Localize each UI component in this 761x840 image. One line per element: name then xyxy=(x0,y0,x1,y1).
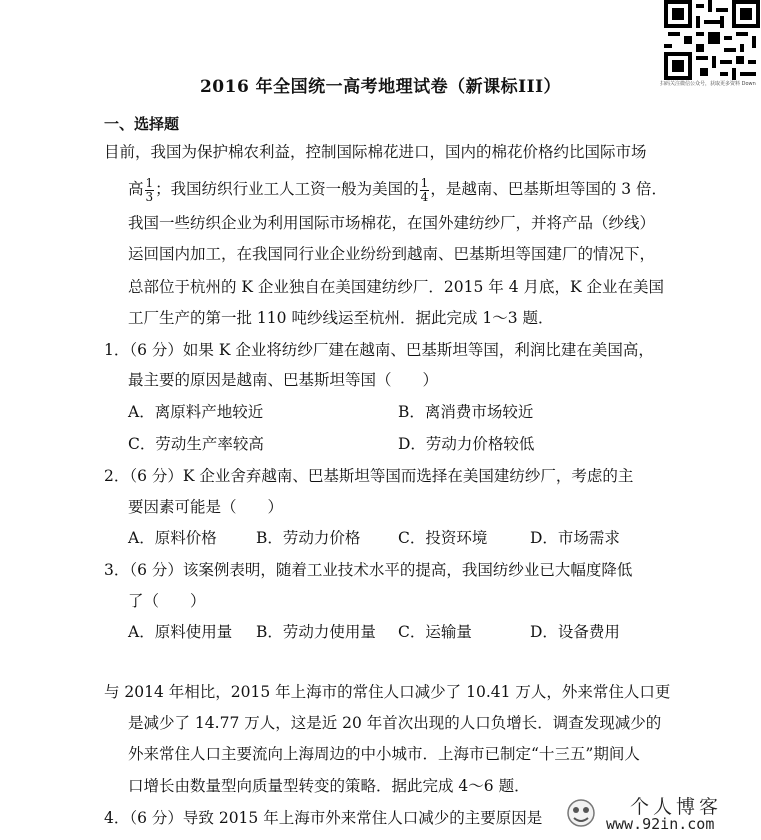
question-4-stem-line1: 4．（6 分）导致 2015 年上海市外来常住人口减少的主要原因是 xyxy=(104,809,543,827)
fraction-one-quarter-den: 4 xyxy=(420,189,429,204)
fraction-one-third-num: 1 xyxy=(145,175,154,190)
passage2-line3: 外来常住人口主要流向上海周边的中小城市．上海市已制定“十三五”期间人 xyxy=(128,745,640,763)
site-watermark xyxy=(560,790,760,840)
passage1-line5: 总部位于杭州的 K 企业独自在美国建纺纱厂．2015 年 4 月底，K 企业在美国 xyxy=(128,278,665,296)
question-2-stem-line1: 2．（6 分）K 企业舍弃越南、巴基斯坦等国而选择在美国建纺纱厂，考虑的主 xyxy=(104,467,634,485)
watermark-name: 个人博客 xyxy=(630,796,723,818)
question-1-option-c: C．劳动生产率较高 xyxy=(128,435,264,453)
passage1-line2-pre: 高 xyxy=(128,180,144,198)
qr-caption: 扫码关注微信公众号，获取更多资料 Down xyxy=(660,81,756,87)
question-2-option-c: C．投资环境 xyxy=(398,529,488,547)
passage2-line4: 口增长由数量型向质量型转变的策略．据此完成 4～6 题． xyxy=(128,777,530,795)
question-3-option-d: D．设备费用 xyxy=(530,623,620,641)
passage1-line4: 运回国内加工，在我国同行业企业纷纷到越南、巴基斯坦等国建厂的情况下， xyxy=(128,245,656,263)
question-3-option-c: C．运输量 xyxy=(398,623,472,641)
question-3-option-a: A．原料使用量 xyxy=(128,623,233,641)
page-title: 2016 年全国统一高考地理试卷（新课标III） xyxy=(199,77,562,97)
blog-logo-icon xyxy=(566,798,596,828)
qr-code-icon xyxy=(664,0,760,80)
question-1-option-a: A．离原料产地较近 xyxy=(128,403,264,421)
question-2-option-a: A．原料价格 xyxy=(128,529,217,547)
question-1-stem-line2: 最主要的原因是越南、巴基斯坦等国（ ） xyxy=(128,371,439,389)
passage2-line1: 与 2014 年相比，2015 年上海市的常住人口减少了 10.41 万人，外来常住人口更 xyxy=(104,683,671,701)
question-2-stem-line2: 要因素可能是（ ） xyxy=(128,498,284,516)
question-1-option-d: D．劳动力价格较低 xyxy=(398,435,535,453)
passage2-line2: 是减少了 14.77 万人，这是近 20 年首次出现的人口负增长．调查发现减少的 xyxy=(128,714,662,732)
passage1-line6: 工厂生产的第一批 110 吨纱线运至杭州．据此完成 1～3 题． xyxy=(128,309,554,327)
question-1-option-b: B．离消费市场较近 xyxy=(398,403,534,421)
fraction-one-third xyxy=(145,177,155,204)
question-2-option-d: D．市场需求 xyxy=(530,529,620,547)
watermark-url: www.92in.com xyxy=(606,815,715,833)
question-3-stem-line1: 3．（6 分）该案例表明，随着工业技术水平的提高，我国纺纱业已大幅度降低 xyxy=(104,561,633,579)
passage1-line2-post: ，是越南、巴基斯坦等国的 3 倍． xyxy=(430,180,668,198)
passage1-line3: 我国一些纺织企业为利用国际市场棉花，在国外建纺纱厂，并将产品（纱线） xyxy=(128,214,656,232)
fraction-one-third-den: 3 xyxy=(145,189,154,204)
passage1-line2-mid: ；我国纺织行业工人工资一般为美国的 xyxy=(155,180,419,198)
fraction-one-quarter-num: 1 xyxy=(420,175,429,190)
passage1-line1: 目前，我国为保护棉农利益，控制国际棉花进口，国内的棉花价格约比国际市场 xyxy=(104,143,647,161)
question-3-option-b: B．劳动力使用量 xyxy=(256,623,376,641)
passage1-line2 xyxy=(128,174,667,204)
section-heading: 一、选择题 xyxy=(104,115,180,133)
question-3-stem-line2: 了（ ） xyxy=(128,592,206,610)
fraction-one-quarter xyxy=(420,177,430,204)
question-2-option-b: B．劳动力价格 xyxy=(256,529,361,547)
question-1-stem-line1: 1．（6 分）如果 K 企业将纺纱厂建在越南、巴基斯坦等国，利润比建在美国高， xyxy=(104,341,654,359)
